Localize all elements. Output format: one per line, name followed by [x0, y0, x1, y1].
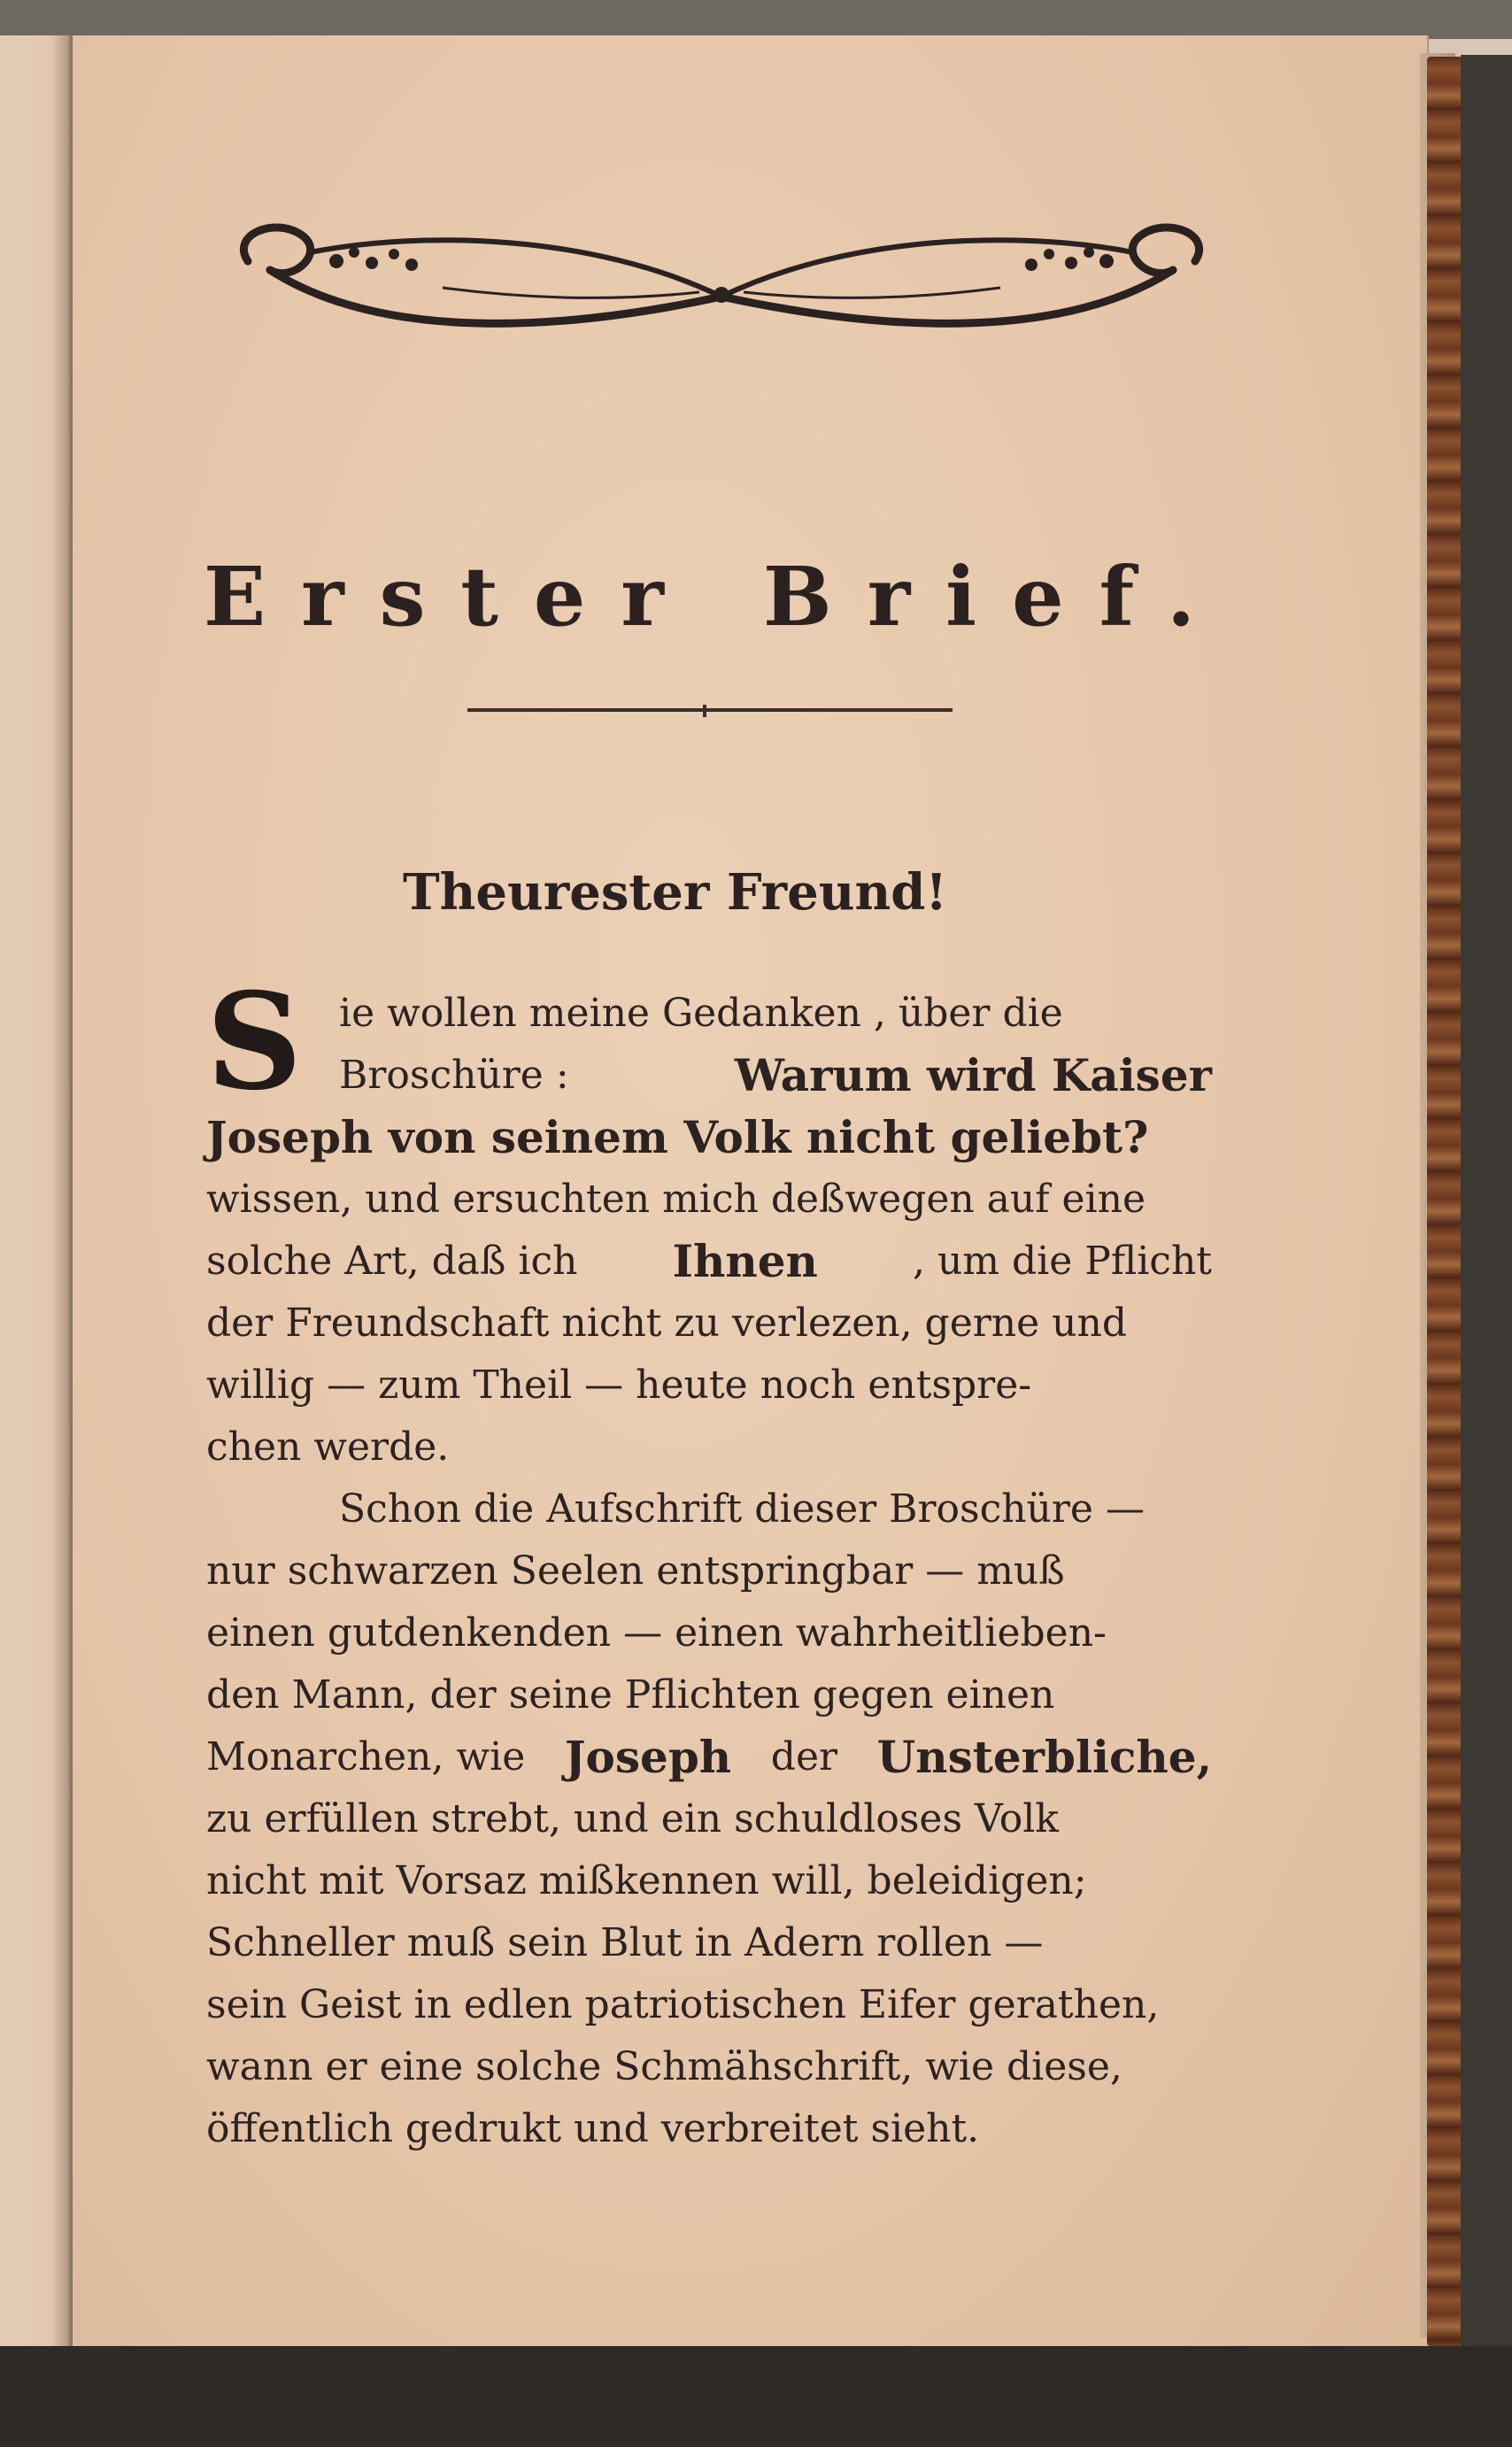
text-span: zu erfüllen strebt, und ein schuldloses Volk [206, 1796, 1059, 1841]
text-line [206, 1664, 1212, 1726]
marbled-cover-edge [1427, 57, 1462, 2346]
text-line [206, 2098, 1212, 2160]
text-span: wann er eine solche Schmähschrift, wie diese, [206, 2044, 1122, 2089]
text-span: , um die Pflicht [913, 1239, 1212, 1284]
text-line [206, 1974, 1212, 2036]
text-span: öffentlich gedrukt und verbreitet sieht. [206, 2106, 980, 2151]
emphasized-word: Ihnen [672, 1235, 818, 1287]
text-span: einen gutdenkenden — einen wahrheitlieben- [206, 1610, 1107, 1656]
text-span: Broschüre : [339, 1053, 569, 1098]
text-line [206, 1107, 1212, 1169]
text-span: chen werde. [206, 1424, 450, 1470]
heading-rule-tick [703, 705, 706, 717]
text-span: Schon die Aufschrift dieser Broschüre — [339, 1486, 1145, 1532]
text-span: der Freundschaft nicht zu verlezen, gerne und [206, 1301, 1127, 1346]
emphasized-title: Joseph von seinem Volk nicht geliebt? [206, 1111, 1149, 1163]
text-span: den Mann, der seine Pflichten gegen einen [206, 1672, 1055, 1718]
text-span: nicht mit Vorsaz mißkennen will, beleidigen; [206, 1858, 1087, 1903]
text-line [206, 1912, 1212, 1974]
text-line [206, 1293, 1212, 1355]
facing-page-edge [0, 35, 73, 2355]
scanner-bottom-border [0, 2346, 1512, 2447]
emphasized-word: Unsterbliche, [876, 1731, 1212, 1783]
letter-heading: Erster Brief. [204, 549, 1230, 645]
text-span: sein Geist in edlen patriotischen Eifer gerathen, [206, 1982, 1160, 2027]
text-span: der [770, 1734, 838, 1779]
salutation: Theurester Freund! [403, 863, 947, 922]
drop-cap: S [206, 964, 303, 1120]
text-line [206, 1231, 1212, 1293]
text-line [206, 1478, 1212, 1540]
text-line [206, 1788, 1212, 1850]
text-line [206, 1726, 1212, 1788]
heading-rule [467, 708, 953, 712]
emphasized-word: Joseph [564, 1731, 732, 1783]
text-line [206, 1540, 1212, 1602]
text-span: nur schwarzen Seelen entspringbar — muß [206, 1548, 1065, 1594]
text-span: willig — zum Theil — heute noch entspre- [206, 1362, 1032, 1408]
letter-body [206, 983, 1212, 2160]
text-line [206, 983, 1212, 1045]
decorative-headpiece-ornament [221, 199, 1222, 341]
text-line [206, 1602, 1212, 1664]
text-span: Monarchen, wie [206, 1734, 526, 1779]
text-line [206, 1045, 1212, 1107]
scanner-right-border [1461, 55, 1512, 2348]
emphasized-title: Warum wird Kaiser [734, 1049, 1212, 1101]
text-line [206, 2036, 1212, 2098]
text-span: Schneller muß sein Blut in Adern rollen — [206, 1920, 1044, 1965]
text-span: ie wollen meine Gedanken , über die [339, 991, 1063, 1036]
text-span: solche Art, daß ich [206, 1239, 578, 1284]
text-span: wissen, und ersuchten mich deßwegen auf eine [206, 1177, 1146, 1222]
text-line [206, 1169, 1212, 1231]
text-line [206, 1355, 1212, 1416]
text-line [206, 1850, 1212, 1912]
text-line [206, 1416, 1212, 1478]
scanner-top-border [0, 0, 1512, 39]
